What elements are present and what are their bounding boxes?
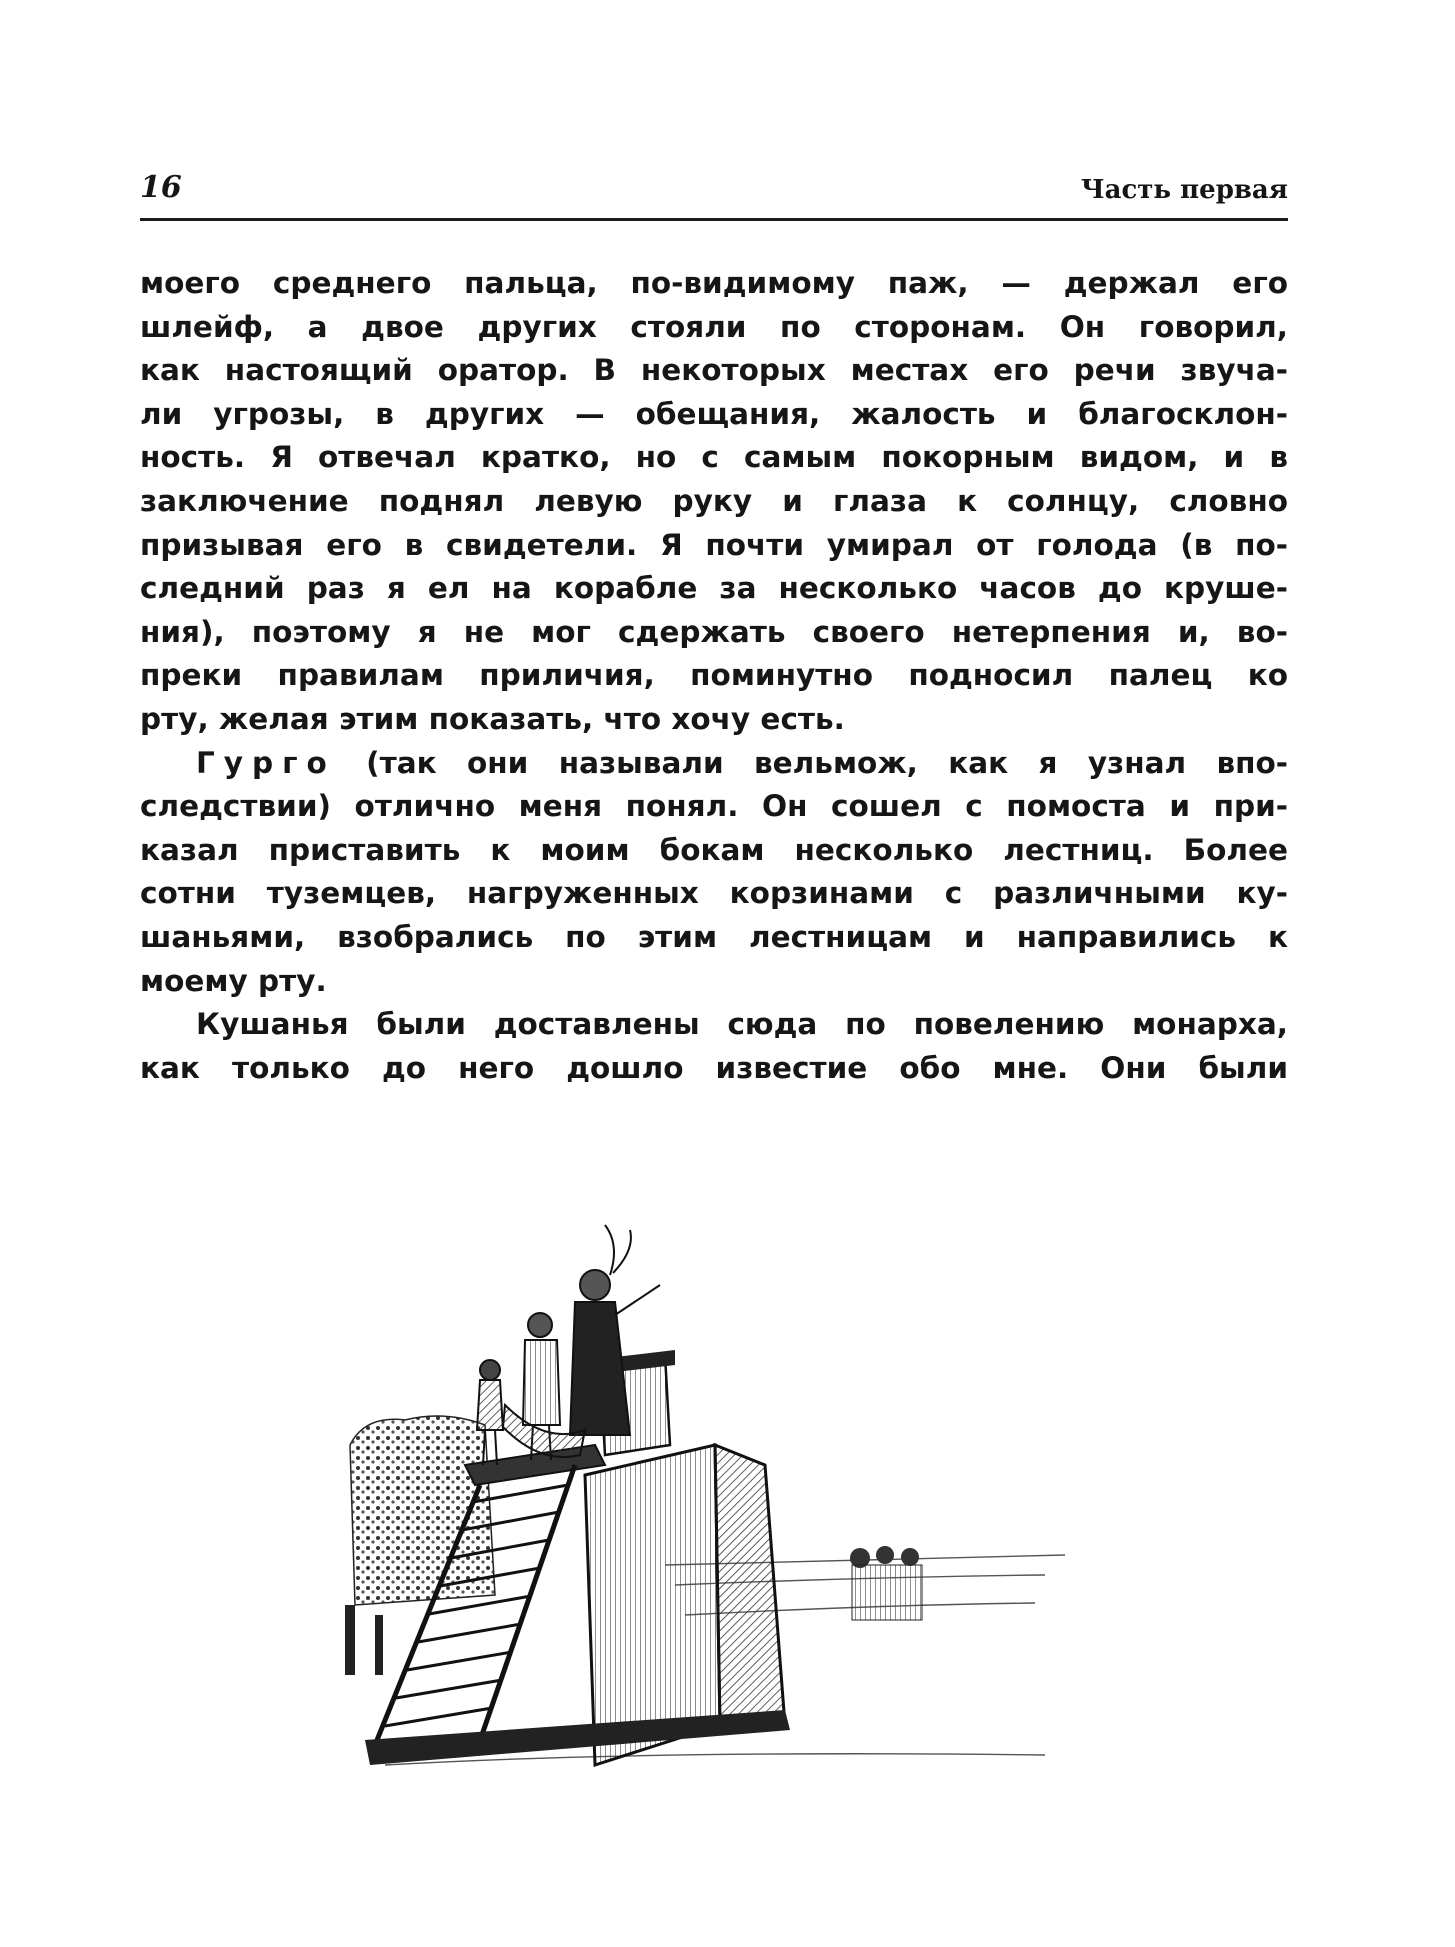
text-line: казал приставить к моим бокам несколько лестниц. Более: [140, 832, 1288, 867]
running-head: Часть первая: [1080, 175, 1288, 205]
text-line-indented: [140, 742, 1288, 786]
paragraph-2: [140, 742, 1288, 1004]
text-line: призывая его в свидетели. Я почти умирал от голода (в по-: [140, 527, 1288, 562]
page-number: 16: [140, 170, 182, 205]
spaced-name: Гурго: [196, 745, 336, 780]
text-line: как настоящий оратор. В некоторых местах его речи звуча-: [140, 353, 1288, 388]
text-line: следствии) отлично меня понял. Он сошел с помоста и при-: [140, 789, 1288, 824]
body-text: [140, 262, 1288, 1090]
text-line: ность. Я отвечал кратко, но с самым покорным видом, и в: [140, 440, 1288, 475]
text-line: моему рту.: [140, 963, 327, 998]
engraving-orator-on-platform-with-ladder-icon: [345, 1165, 1085, 1785]
text-line: ли угрозы, в других — обещания, жалость и благосклон-: [140, 396, 1288, 431]
paragraph-3: [140, 1003, 1288, 1090]
text-line: следний раз я ел на корабле за несколько часов до круше-: [140, 571, 1288, 606]
text-line-rest: (так они называли вельмож, как я узнал впо-: [335, 745, 1288, 780]
text-line: рту, желая этим показать, что хочу есть.: [140, 701, 845, 736]
text-line: моего среднего пальца, по-видимому паж, — держал его: [140, 266, 1288, 300]
text-line-indented: Кушанья были доставлены сюда по повелению монарха,: [196, 1007, 1288, 1042]
text-line: шаньями, взобрались по этим лестницам и направились к: [140, 919, 1288, 954]
text-line: ния), поэтому я не мог сдержать своего нетерпения и, во-: [140, 614, 1288, 649]
text-line: сотни туземцев, нагруженных корзинами с различными ку-: [140, 876, 1288, 911]
paragraph-1: [140, 262, 1288, 742]
text-line: шлейф, а двое других стояли по сторонам. Он говорил,: [140, 309, 1288, 344]
page-header: [140, 168, 1288, 221]
text-line: заключение поднял левую руку и глаза к солнцу, словно: [140, 483, 1288, 518]
text-line: преки правилам приличия, поминутно подносил палец ко: [140, 658, 1288, 693]
text-line: как только до него дошло известие обо мне. Они были: [140, 1050, 1288, 1085]
